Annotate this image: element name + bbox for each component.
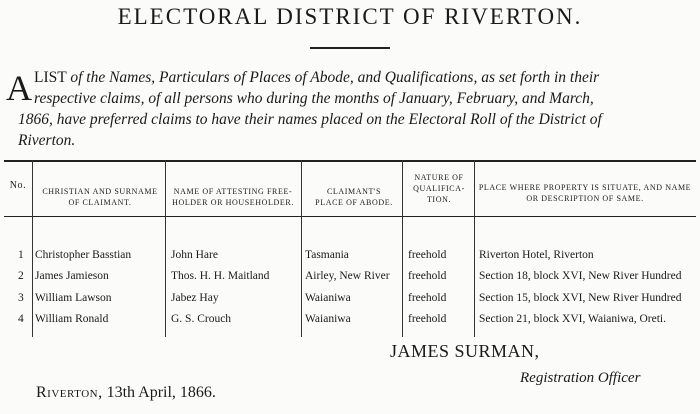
dropcap: A — [6, 68, 32, 108]
column-divider — [474, 160, 475, 337]
page-title: ELECTORAL DISTRICT OF RIVERTON. — [117, 4, 583, 29]
column-header-property: PLACE WHERE PROPERTY IS SITUATE, AND NAME OR DESCRIPTION OF SAME. — [478, 183, 692, 203]
column-divider — [301, 160, 302, 337]
row-4-property: Section 21, block XVI, Waianiwa, Oreti. — [479, 313, 666, 325]
row-3-no: 3 — [18, 292, 24, 304]
row-4-name: William Ronald — [35, 313, 109, 325]
row-2-attesting: Thos. H. H. Maitland — [171, 270, 270, 282]
row-4-abode: Waianiwa — [305, 313, 351, 325]
intro-line-3: 1866, have preferred claims to have their names placed on the Electoral Roll of the District of — [18, 111, 602, 128]
row-1-attesting: John Hare — [171, 249, 218, 261]
row-4-nature: freehold — [408, 313, 447, 325]
row-2-abode: Airley, New River — [305, 270, 390, 282]
row-4-no: 4 — [18, 313, 24, 325]
row-2-name: James Jamieson — [35, 270, 109, 282]
column-header-attesting: NAME OF ATTESTING FREE-HOLDER OR HOUSEHOLDER. — [172, 187, 294, 207]
dateline-date: 13th April, 1866. — [106, 384, 216, 401]
row-3-attesting: Jabez Hay — [171, 292, 219, 304]
row-3-name: William Lawson — [35, 292, 112, 304]
dateline-place: Riverton, — [36, 384, 103, 401]
intro-line-2: respective claims, of all persons who during the months of January, February, and March, — [34, 90, 594, 107]
row-2-property: Section 18, block XVI, New River Hundred — [479, 270, 682, 282]
column-divider — [165, 160, 166, 337]
row-3-abode: Waianiwa — [305, 292, 351, 304]
row-3-property: Section 15, block XVI, New River Hundred — [479, 292, 682, 304]
title-divider — [310, 47, 390, 49]
signatory-name: JAMES SURMAN, — [390, 341, 540, 361]
column-header-no: No. — [9, 180, 27, 191]
intro-paragraph — [34, 67, 694, 88]
row-1-no: 1 — [18, 249, 24, 261]
row-1-abode: Tasmania — [305, 249, 349, 261]
column-divider — [32, 160, 33, 337]
column-header-abode: CLAIMANT'S PLACE OF ABODE. — [315, 187, 393, 207]
row-1-name: Christopher Basstian — [35, 249, 132, 261]
row-2-nature: freehold — [408, 270, 447, 282]
row-1-nature: freehold — [408, 249, 447, 261]
row-1-property: Riverton Hotel, Riverton — [479, 249, 594, 261]
intro-lead: LIST — [34, 69, 67, 86]
column-header-nature: NATURE OF QUALIFICA-TION. — [413, 173, 465, 204]
intro-line-1: of the Names, Particulars of Places of Abode, and Qualifications, as set forth in their — [70, 69, 600, 86]
row-2-no: 2 — [18, 270, 24, 282]
intro-line-4: Riverton. — [18, 132, 76, 149]
row-4-attesting: G. S. Crouch — [171, 313, 232, 325]
table-header-rule — [4, 216, 696, 217]
column-divider — [402, 160, 403, 337]
column-header-name: CHRISTIAN AND SURNAME OF CLAIMANT. — [42, 187, 158, 207]
table-top-rule — [4, 160, 696, 162]
signatory-title: Registration Officer — [520, 370, 641, 386]
row-3-nature: freehold — [408, 292, 447, 304]
dateline — [36, 384, 216, 402]
